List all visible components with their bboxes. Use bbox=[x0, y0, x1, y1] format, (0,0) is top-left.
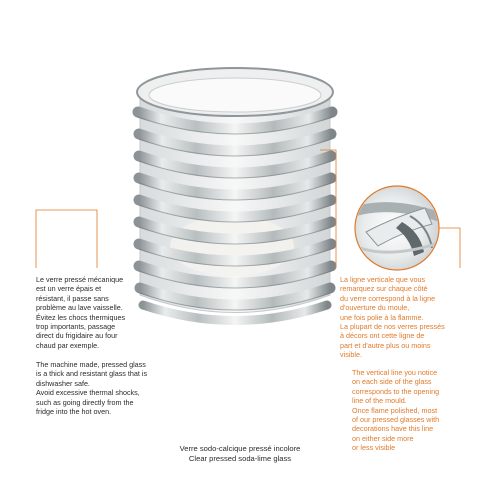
english-mould-note: The vertical line you notice on each side of the glass corresponds to the opening line of the mould. Once flame polished, most of our pressed glasses with decorations have this line on either side more or less visible bbox=[352, 368, 440, 453]
mould-line-zoom bbox=[355, 186, 440, 270]
french-mould-note: La ligne verticale que vous remarquez sur chaque côté du verre correspond à la ligne d'ouverture du moule, une fois polie à la flamme. La plupart de nos verres pressés à décors ont cette ligne de part et d'autre plus ou moins visible. bbox=[340, 275, 445, 360]
product-caption bbox=[0, 444, 480, 464]
caption-french: Verre sodo-calcique pressé incolore bbox=[179, 444, 301, 453]
caption-english: Clear pressed soda-lime glass bbox=[188, 454, 292, 463]
zoom-leader-line bbox=[439, 228, 460, 268]
english-description: The machine made, pressed glass is a thick and resistant glass that is dishwasher safe. Avoid excessive thermal shocks, such as going directly from the fridge into the hot oven. bbox=[36, 360, 148, 417]
french-description: Le verre pressé mécanique est un verre épais et résistant, il passe sans problème au lave vaisselle. Évitez les chocs thermiques trop importants, passage direct du frigidaire au four chaud par exemple. bbox=[36, 275, 126, 350]
left-leader-line bbox=[36, 210, 97, 268]
